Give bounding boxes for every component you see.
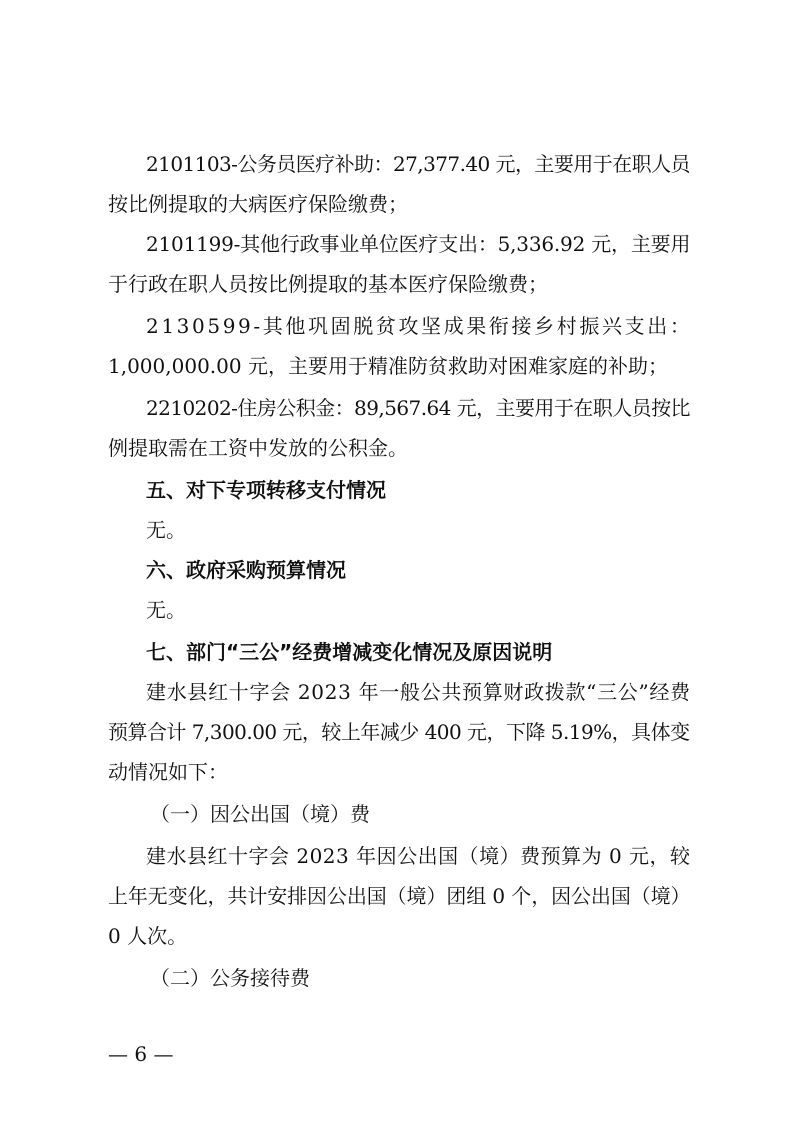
- section6-text: 无。: [146, 598, 186, 622]
- line-text: 2101103-公务员医疗补助：27,377.40 元，主要用于在职人员: [146, 152, 690, 176]
- section7-intro-2: [108, 718, 690, 746]
- line-text: 建水县红十字会 2023 年因公出国（境）费预算为 0 元，较: [146, 844, 691, 868]
- line-rural-revitalization-1: [146, 312, 693, 340]
- line-housing-fund-1: [146, 394, 690, 422]
- line-other-medical-2: 于行政在职人员按比例提取的基本医疗保险缴费；: [108, 272, 548, 296]
- line-text: 2130599-其他巩固脱贫攻坚成果衔接乡村振兴支出：: [146, 314, 693, 338]
- sub1-heading: （一）因公出国（境）费: [150, 802, 370, 826]
- section7-heading: 七、部门“三公”经费增减变化情况及原因说明: [146, 640, 553, 664]
- line-medical-subsidy-2: 按比例提取的大病医疗保险缴费；: [108, 192, 408, 216]
- page-number: — 6 —: [108, 1042, 174, 1066]
- sub1-line-2: [108, 882, 690, 910]
- section7-intro-1: [146, 678, 690, 706]
- line-other-medical-1: [146, 230, 690, 258]
- sub1-line-3: 0 人次。: [108, 924, 188, 948]
- line-text: 上年无变化，共计安排因公出国（境）团组 0 个，因公出国（境）: [108, 884, 691, 908]
- line-housing-fund-2: 例提取需在工资中发放的公积金。: [108, 436, 408, 460]
- section5-text: 无。: [146, 518, 186, 542]
- line-rural-revitalization-2: 1,000,000.00 元，主要用于精准防贫救助对困难家庭的补助；: [108, 354, 668, 378]
- line-text: 2101199-其他行政事业单位医疗支出：5,336.92 元，主要用: [146, 232, 691, 256]
- line-text: 预算合计 7,300.00 元，较上年减少 400 元，下降 5.19%，具体变: [108, 720, 690, 744]
- sub1-line-1: [146, 842, 690, 870]
- line-text: 2210202-住房公积金：89,567.64 元，主要用于在职人员按比: [146, 396, 690, 420]
- sub2-heading: （二）公务接待费: [150, 966, 310, 990]
- line-medical-subsidy-1: [146, 150, 690, 178]
- line-text: 建水县红十字会 2023 年一般公共预算财政拨款“三公”经费: [146, 680, 691, 704]
- section7-intro-3: 动情况如下：: [108, 760, 228, 784]
- section6-heading: 六、政府采购预算情况: [146, 558, 346, 582]
- section5-heading: 五、对下专项转移支付情况: [146, 478, 386, 502]
